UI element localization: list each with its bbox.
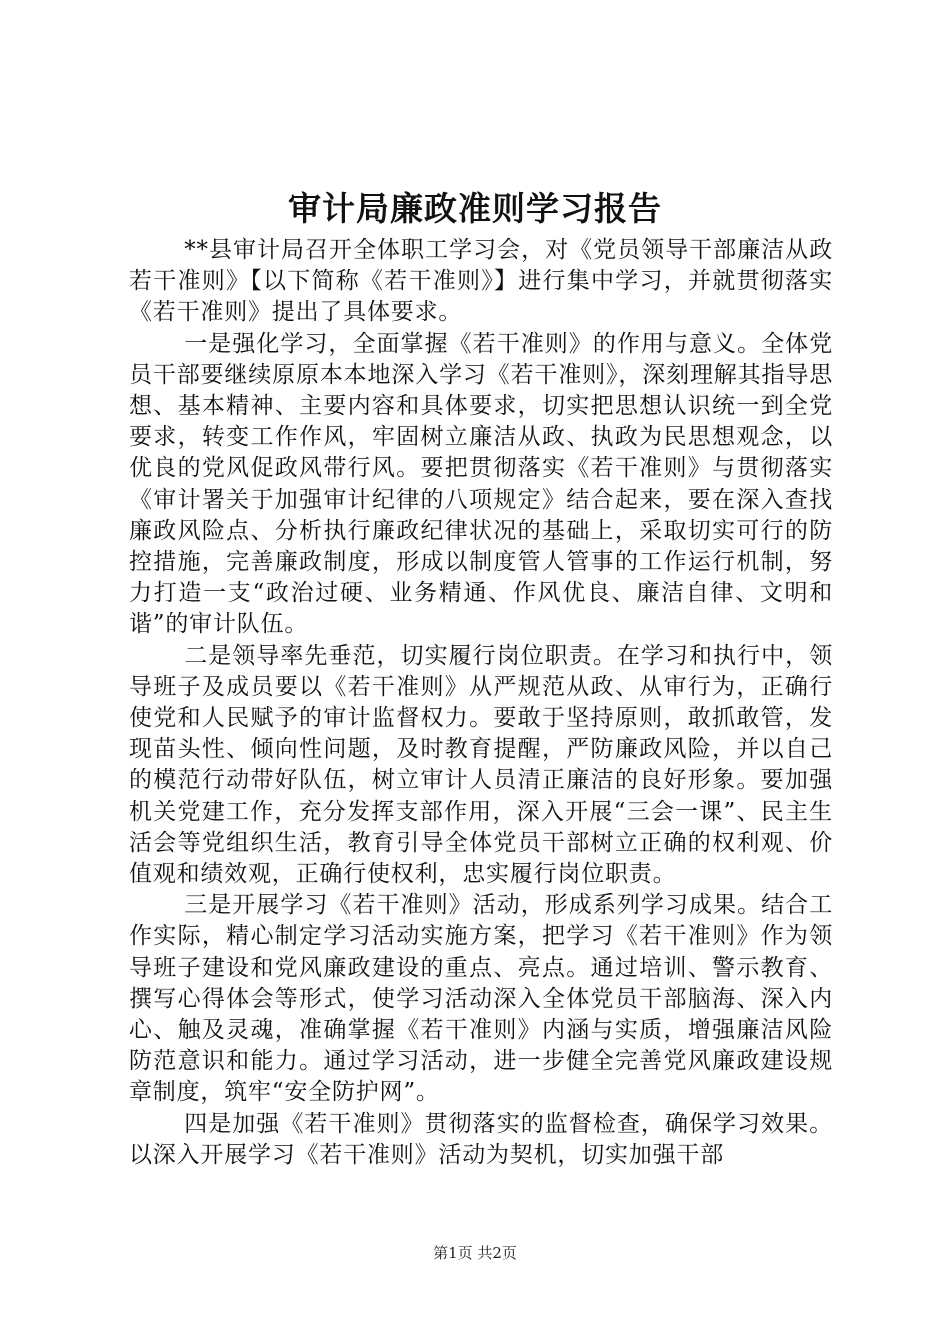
document-body (129, 235, 833, 1171)
paragraph-point-one: 一是强化学习，全面掌握《若干准则》的作用与意义。全体党员干部要继续原原本本地深入学习《若干准则》，深刻理解其指导思想、基本精神、主要内容和具体要求，切实把思想认识统一到全党要求，转变工作作风，牢固树立廉洁从政、执政为民思想观念，以优良的党风促政风带行风。要把贯彻落实《若干准则》与贯彻落实《审计署关于加强审计纪律的八项规定》结合起来，要在深入查找廉政风险点、分析执行廉政纪律状况的基础上，采取切实可行的防控措施，完善廉政制度，形成以制度管人管事的工作运行机制，努力打造一支“政治过硬、业务精通、作风优良、廉洁自律、文明和谐”的审计队伍。 (129, 330, 833, 638)
page-number-footer: 第1页 共2页 (433, 1244, 517, 1262)
document-title: 审计局廉政准则学习报告 (288, 189, 662, 228)
paragraph-point-three: 三是开展学习《若干准则》活动，形成系列学习成果。结合工作实际，精心制定学习活动实施方案，把学习《若干准则》作为领导班子建设和党风廉政建设的重点、亮点。通过培训、警示教育、撰写心得体会等形式，使学习活动深入全体党员干部脑海、深入内心、触及灵魂，准确掌握《若干准则》内涵与实质，增强廉洁风险防范意识和能力。通过学习活动，进一步健全完善党风廉政建设规章制度，筑牢“安全防护网”。 (129, 892, 833, 1106)
paragraph-point-two: 二是领导率先垂范，切实履行岗位职责。在学习和执行中，领导班子及成员要以《若干准则》从严规范从政、从审行为，正确行使党和人民赋予的审计监督权力。要敢于坚持原则，敢抓敢管，发现苗头性、倾向性问题，及时教育提醒，严防廉政风险，并以自己的模范行动带好队伍，树立审计人员清正廉洁的良好形象。要加强机关党建工作，充分发挥支部作用，深入开展“三会一课”、民主生活会等党组织生活，教育引导全体党员干部树立正确的权利观、价值观和绩效观，正确行使权利，忠实履行岗位职责。 (129, 642, 833, 888)
paragraph-point-four: 四是加强《若干准则》贯彻落实的监督检查，确保学习效果。以深入开展学习《若干准则》活动为契机，切实加强干部 (129, 1110, 833, 1168)
paragraph-intro: **县审计局召开全体职工学习会，对《党员领导干部廉洁从政若干准则》【以下简称《若干准则》】进行集中学习，并就贯彻落实《若干准则》提出了具体要求。 (129, 237, 833, 326)
